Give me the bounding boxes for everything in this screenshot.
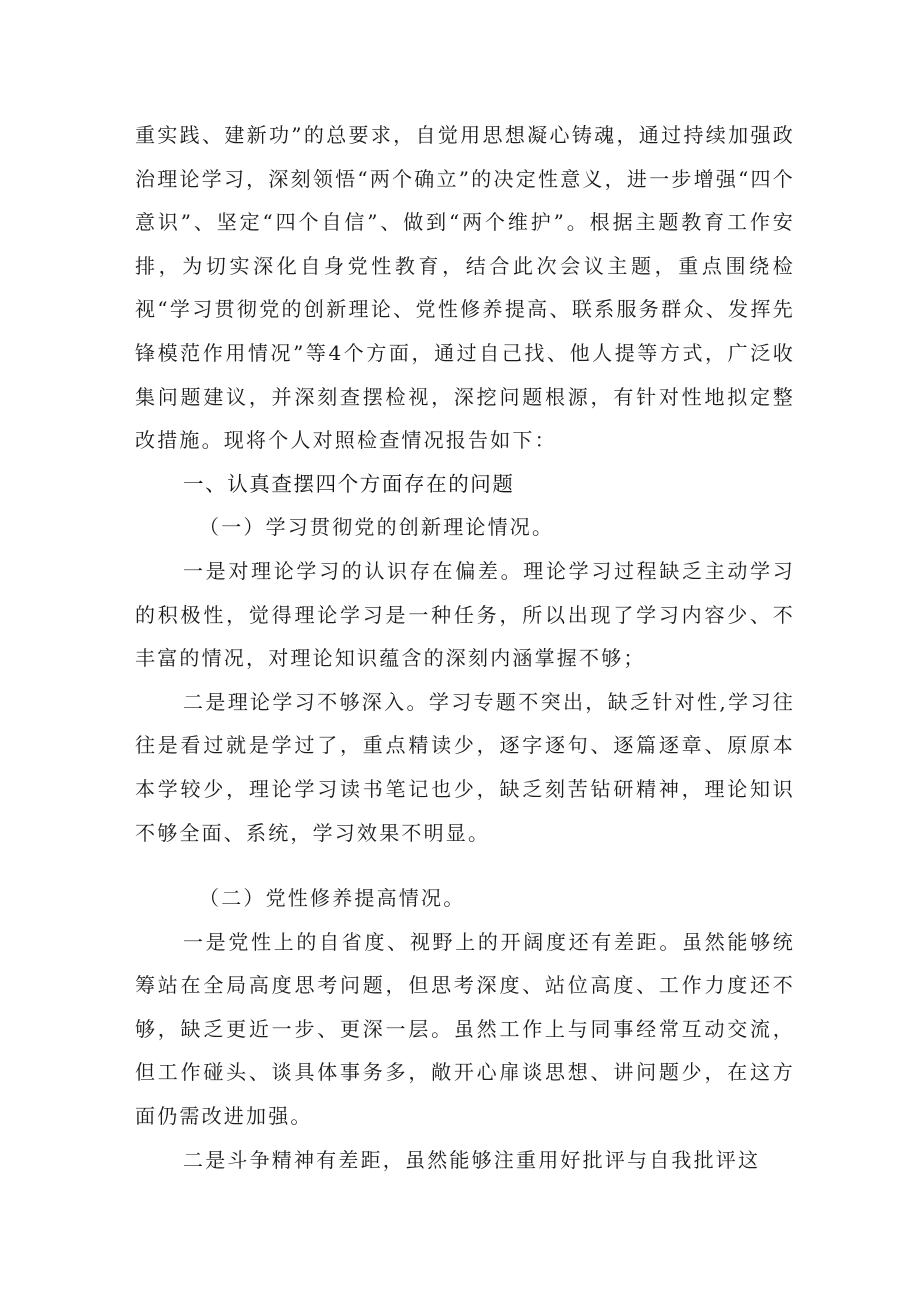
- paragraph-party-2: 二是斗争精神有差距，虽然能够注重用好批评与自我批评这: [183, 1147, 761, 1172]
- paragraph-theory-1: 一是对理论学习的认识存在偏差。理论学习过程缺乏主动学习的积极性，觉得理论学习是一种任务，所以出现了学习内容少、不丰富的情况，对理论知识蕴含的深刻内涵掌握不够；: [135, 558, 795, 671]
- subsection-heading-1: （一）学习贯彻党的创新理论情况。: [199, 515, 555, 540]
- document-body: [135, 114, 795, 1182]
- paragraph-intro: 重实践、建新功”的总要求，自觉用思想凝心铸魂，通过持续加强政治理论学习，深刻领悟“两个确立”的决定性意义，进一步增强“四个意识”、坚定“四个自信”、做到“两个维护”。根据主题教育工作安排，为切实深化自身党性教育，结合此次会议主题，重点围绕检视“学习贯彻党的创新理论、党性修养提高、联系服务群众、发挥先锋模范作用情况”等4个方面，通过自己找、他人提等方式，广泛收集问题建议，并深刻查摆检视，深挖问题根源，有针对性地拟定整改措施。现将个人对照检查情况报告如下：: [135, 123, 795, 453]
- paragraph-theory-2: 二是理论学习不够深入。学习专题不突出，缺乏针对性,学习往往是看过就是学过了，重点精读少，逐字逐句、逐篇逐章、原原本本学较少，理论学习读书笔记也少，缺乏刻苦钻研精神，理论知识不够全面、系统，学习效果不明显。: [135, 689, 795, 845]
- paragraph-party-1: 一是党性上的自省度、视野上的开阔度还有差距。虽然能够统筹站在全局高度思考问题，但思考深度、站位高度、工作力度还不够，缺乏更近一步、更深一层。虽然工作上与同事经常互动交流，但工作碰头、谈具体事务多，敞开心扉谈思想、讲问题少，在这方面仍需改进加强。: [135, 929, 795, 1129]
- subsection-heading-2: （二）党性修养提高情况。: [199, 886, 466, 911]
- paragraph-gap: [135, 855, 795, 877]
- section-heading-1: 一、认真查摆四个方面存在的问题: [183, 471, 515, 496]
